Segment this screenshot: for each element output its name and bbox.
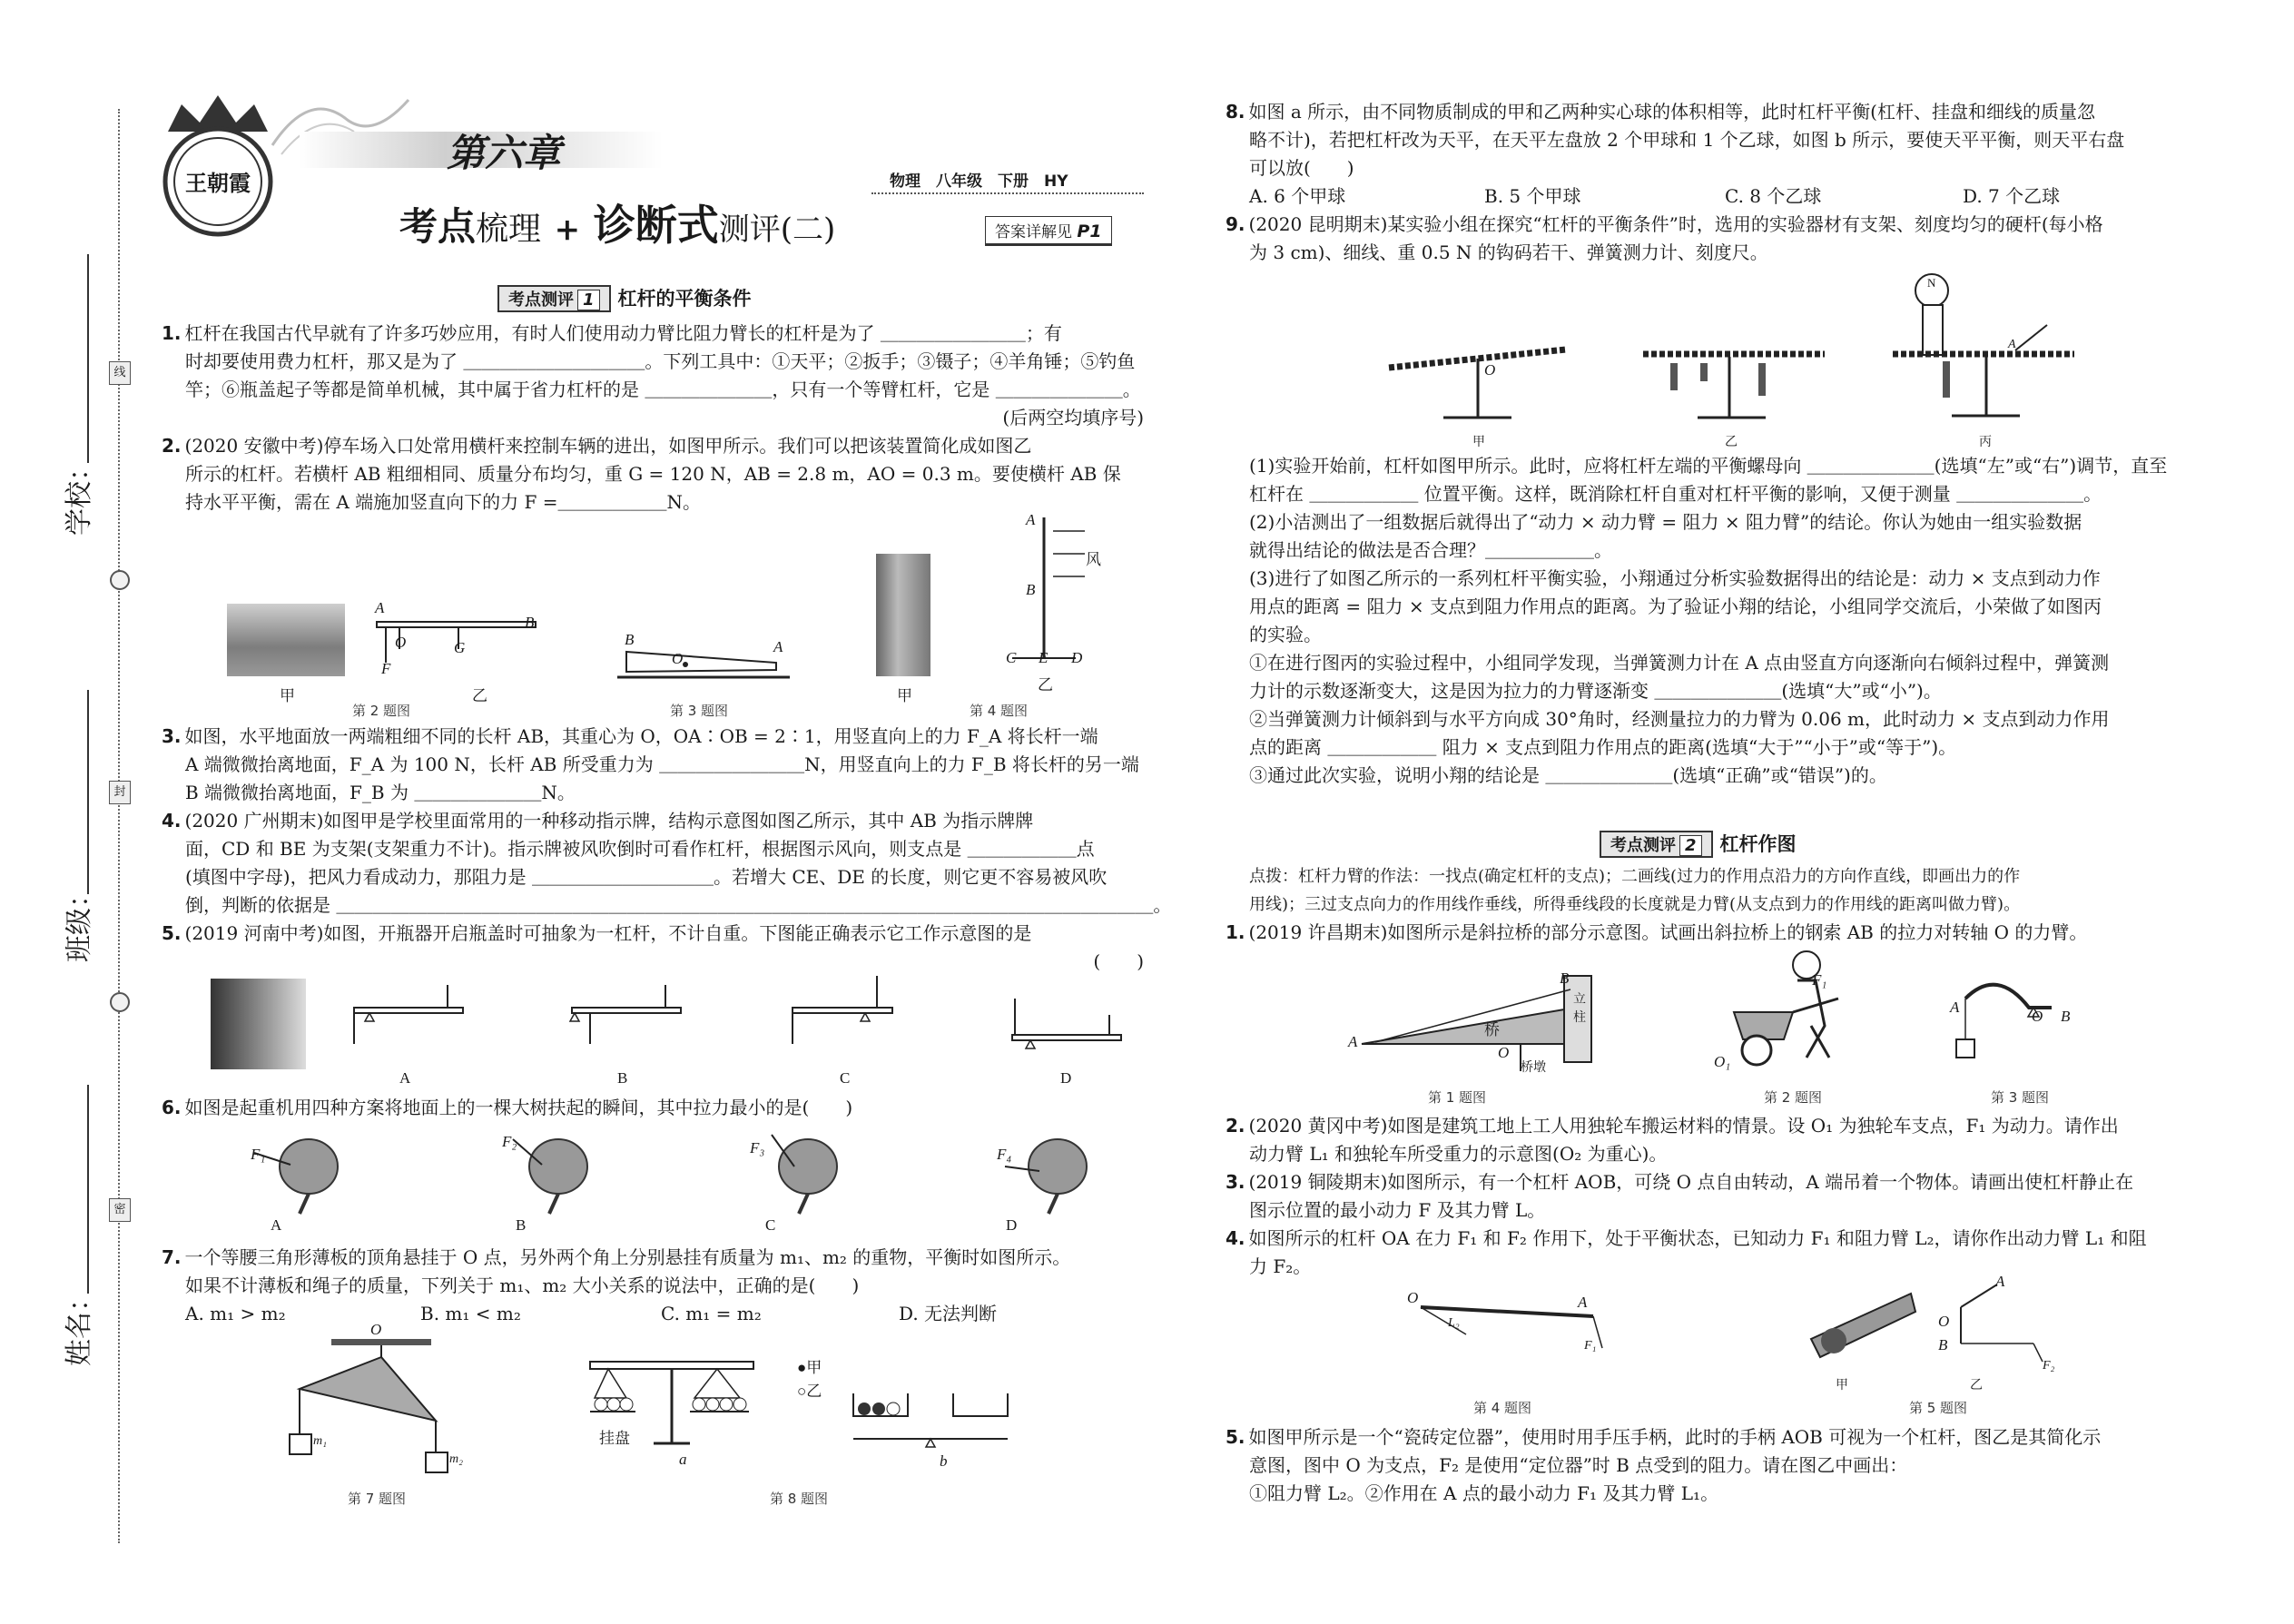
figp5-label-B: B bbox=[1938, 1336, 1948, 1353]
drawing-question-4: 4. 如图所示的杠杆 OA 在力 F₁ 和 F₂ 作用下，处于平衡状态，已知动力 F₁ 和阻力臂 L₂，请你作出动力臂 L₁ 和阻 力 F₂。 bbox=[1226, 1227, 2147, 1277]
answer-ref-text: 答案详解见 bbox=[995, 223, 1072, 241]
fig4-label-B: B bbox=[1026, 581, 1036, 598]
fig9-label-O-jia: O bbox=[1484, 361, 1496, 379]
q8-option-a[interactable]: A. 6 个甲球 bbox=[1249, 185, 1346, 207]
fig8-legend-yi: ○乙 bbox=[797, 1383, 822, 1400]
drawing-question-5: 5. 如图甲所示是一个“瓷砖定位器”，使用时用手压手柄，此时的手柄 AOB 可视为一个杠杆，图乙是其简化示 意图，图中 O 为支点，F₂ 是使用“定位器”时 B 点受到的阻力。请在图乙中画出： ①阻力臂 L₂。②作用在 A 点的最小动力 F₁ 及其力臂 L₁。 bbox=[1226, 1426, 2102, 1504]
fig5-label-a: A bbox=[399, 1069, 411, 1087]
fig4-label-E: E bbox=[1039, 649, 1049, 666]
fig6-label-F2: F₂ bbox=[502, 1133, 517, 1150]
question-3: 3. 如图，水平地面放一两端粗细不同的长杆 AB，其重心为 O，OA∶OB = 2∶1，用竖直向上的力 F_A 将长杆一端 A 端微微抬离地面，F_A 为 100 N，长杆 AB 所受重力为 ＿＿＿＿＿＿＿＿N，用竖直向上的力 F_B 将长杆的另一端 B 端微微抬离地面，F_B 为 ＿＿＿＿＿＿＿N。 bbox=[162, 725, 1139, 803]
q7-option-a[interactable]: A. m₁ > m₂ bbox=[185, 1303, 286, 1324]
question-4: 4. (2020 广州期末)如图甲是学校里面常用的一种移动指示牌，结构示意图如图乙所示，其中 AB 为指示牌牌 面，CD 和 BE 为支架(支架重力不计)。指示牌被风吹倒时可看作杠杆，根据图示风向，则支点是 ＿＿＿＿＿＿点 (填图中字母)，把风力看成动力，那阻力是 ＿＿＿＿＿＿＿＿＿＿。若增大 CE、DE 的长度，则它更不容易被风吹 倒，判断的依据是 ＿＿＿＿＿＿＿＿＿＿＿＿＿＿＿＿＿＿＿＿＿＿＿＿＿＿＿＿＿＿＿＿＿＿＿＿＿＿＿＿＿＿＿＿＿。 bbox=[162, 810, 1172, 916]
fig9-label-A: A bbox=[2008, 338, 2016, 351]
logo-text: 王朝霞 bbox=[185, 170, 251, 196]
question-5: 5. (2019 河南中考)如图，开瓶器开启瓶盖时可抽象为一杠杆，不计自重。下图能正确表示它工作示意图的是 ( ) bbox=[162, 922, 1144, 972]
fig5-label-b: B bbox=[617, 1069, 628, 1087]
question-8: 8. 如图 a 所示，由不同物质制成的甲和乙两种实心球的体积相等，此时杠杆平衡(杠杆、挂盘和细线的质量忽 略不计)，若把杠杆改为天平，在天平左盘放 2 个甲球和 1 个乙球，如图 b 所示，要使天平平衡，则天平右盘 可以放( ) A. 6 个甲球 B. 5 个甲球 C. 8 个乙球 D. 7 个乙球 bbox=[1226, 98, 2124, 211]
binding-hole-2 bbox=[110, 992, 130, 1012]
fig4-label-wind: 风 bbox=[1086, 551, 1101, 568]
fig4-label-D: D bbox=[1071, 649, 1083, 666]
figp3-label-O: O bbox=[2032, 1008, 2043, 1025]
title-part-d: 测评(二) bbox=[718, 212, 836, 248]
q8-option-b[interactable]: B. 5 个甲球 bbox=[1484, 185, 1581, 207]
fig9-lever-bing bbox=[1888, 271, 2079, 429]
figp5-label-O: O bbox=[1938, 1313, 1950, 1330]
class-field[interactable] bbox=[87, 690, 89, 894]
binding-hole-1 bbox=[110, 570, 130, 590]
section-tag: 考点测评 2 bbox=[1600, 831, 1713, 858]
fig6-tree-a bbox=[245, 1130, 345, 1216]
fig6-label-F4: F₄ bbox=[997, 1146, 1012, 1163]
figp3-label-B: B bbox=[2061, 1008, 2071, 1025]
fig4-caption: 第 4 题图 bbox=[969, 703, 1029, 719]
fig9-label-bing: 丙 bbox=[1979, 436, 1992, 449]
fig6-tree-d bbox=[994, 1130, 1094, 1216]
figp3-label-A: A bbox=[1950, 999, 1960, 1016]
figp4-label-F1: F₁ bbox=[1584, 1339, 1597, 1353]
fig7-label-m1: m₁ bbox=[313, 1434, 327, 1448]
tip-block: 点拨：杠杆力臂的作法：一找点(确定杠杆的支点)；二画线(过力的作用点沿力的方向作直线，即画出力的作 用线)；三过支点向力的作用线作垂线，所得垂线段的长度就是力臂(从支点到力的作用线的距离叫做力臂)。 bbox=[1249, 867, 2021, 914]
fig3-label-A: A bbox=[773, 638, 783, 655]
fig4-label-yi: 乙 bbox=[1038, 676, 1053, 694]
name-field[interactable] bbox=[87, 1085, 89, 1294]
header-meta: 物理 八年级 下册 HY bbox=[890, 172, 1068, 191]
seal-mark-3: 密 bbox=[109, 1198, 131, 1222]
title-part-b: 梳理 bbox=[476, 211, 542, 248]
section-title: 杠杆的平衡条件 bbox=[617, 288, 752, 310]
fig7-label-m2: m₂ bbox=[449, 1452, 463, 1466]
photo-parking-gate bbox=[227, 604, 345, 676]
figp3-lever bbox=[1952, 980, 2097, 1071]
figp4-label-L2: L₂ bbox=[1448, 1316, 1460, 1330]
fig2-label-yi: 乙 bbox=[472, 687, 487, 704]
fig2-label-A: A bbox=[375, 599, 385, 616]
fig5-label-d: D bbox=[1060, 1069, 1072, 1087]
fig8-legend-jia: ●甲 bbox=[797, 1359, 822, 1376]
section-heading-1 bbox=[497, 284, 752, 312]
fig8-caption: 第 8 题图 bbox=[769, 1491, 829, 1507]
fig6-label-F1: F₁ bbox=[251, 1146, 266, 1163]
fig6-option-a: A bbox=[271, 1216, 282, 1234]
figp1-caption-3: 第 3 题图 bbox=[1990, 1089, 2050, 1106]
question-6: 6. 如图是起重机用四种方案将地面上的一棵大树扶起的瞬间，其中拉力最小的是( ) bbox=[162, 1097, 853, 1118]
q7-option-b[interactable]: B. m₁ < m₂ bbox=[420, 1303, 521, 1324]
figp1-label-pier: 桥墩 bbox=[1521, 1061, 1546, 1075]
figp5-lever-diagram bbox=[1943, 1280, 2055, 1373]
figp5-label-F2: F₂ bbox=[2043, 1359, 2055, 1373]
seal-mark-2: 封 bbox=[109, 781, 131, 804]
q7-option-d[interactable]: D. 无法判断 bbox=[899, 1303, 998, 1324]
class-label: 班级： bbox=[64, 881, 95, 962]
question-2: 2. (2020 安徽中考)停车场入口处常用横杆来控制车辆的进出，如图甲所示。我们可以把该装置简化成如图乙 所示的杠杆。若横杆 AB 粗细相同、质量分布均匀，重 G = 120 N，AB = 2.8 m，AO = 0.3 m。要使横杆 AB 保 持水平平衡，需在 A 端施加竖直向下的力 F =＿＿＿＿＿＿N。 bbox=[162, 435, 1121, 513]
fig2-label-F: F bbox=[381, 660, 391, 677]
figp2-label-O1: O₁ bbox=[1714, 1053, 1731, 1070]
figp1-label-A: A bbox=[1348, 1033, 1358, 1050]
drawing-question-3: 3. (2019 铜陵期末)如图所示，有一个杠杆 AOB，可绕 O 点自由转动，A 端吊着一个物体。请画出使杠杆静止在 图示位置的最小动力 F 及其力臂 L。 bbox=[1226, 1171, 2134, 1221]
fig2-label-O: O bbox=[395, 634, 407, 651]
fig8-balance-b bbox=[844, 1389, 1017, 1452]
title-part-c: 诊断式 bbox=[593, 201, 719, 250]
school-label: 学校： bbox=[64, 454, 95, 536]
school-field[interactable] bbox=[87, 254, 89, 463]
figp4-label-A: A bbox=[1578, 1294, 1588, 1311]
fig4-label-A: A bbox=[1026, 511, 1036, 528]
fig9-lever-yi bbox=[1639, 340, 1829, 431]
figp5-label-A: A bbox=[1995, 1273, 2005, 1290]
title-part-a: 考点 bbox=[399, 204, 477, 249]
fig2-label-B: B bbox=[525, 614, 535, 631]
section-tag: 考点测评 1 bbox=[497, 285, 611, 312]
binding-line bbox=[118, 109, 120, 1543]
drawing-question-1: 1. (2019 许昌期末)如图所示是斜拉桥的部分示意图。试画出斜拉桥上的钢索 AB 的拉力对转轴 O 的力臂。 bbox=[1226, 921, 2088, 943]
question-9-intro: 9. (2020 昆明期末)某实验小组在探究“杠杆的平衡条件”时，选用的实验器材有支架、刻度均匀的硬杆(每小格 为 3 cm)、细线、重 0.5 N 的钩码若干、弹簧测力计、刻度尺。 bbox=[1226, 213, 2103, 263]
figp2-wheelbarrow bbox=[1720, 949, 1866, 1076]
fig3-rod-diagram bbox=[617, 645, 790, 685]
fig7-label-O: O bbox=[370, 1321, 382, 1338]
fig5-option-c bbox=[788, 971, 915, 1058]
fig6-option-c: C bbox=[765, 1216, 776, 1234]
figp1-label-B: B bbox=[1560, 969, 1570, 987]
header-dotted-rule bbox=[871, 192, 1144, 194]
title-plus: + bbox=[554, 212, 581, 248]
fig2-caption: 第 2 题图 bbox=[351, 703, 411, 719]
drawing-question-2: 2. (2020 黄冈中考)如图是建筑工地上工人用独轮车搬运材料的情景。设 O₁ 为独轮车支点，F₁ 为动力。请作出 动力臂 L₁ 和独轮车所受重力的示意图(O₂ 为重心)。 bbox=[1226, 1115, 2119, 1165]
fig8-label-b: b bbox=[940, 1452, 948, 1470]
fig9-label-jia: 甲 bbox=[1472, 436, 1485, 449]
fig3-caption: 第 3 题图 bbox=[669, 703, 729, 719]
question-1: 1. 杠杆在我国古代早就有了许多巧妙应用，有时人们使用动力臂比阻力臂长的杠杆是为了 ＿＿＿＿＿＿＿＿；有 时却要使用费力杠杆，那又是为了 ＿＿＿＿＿＿＿＿＿＿。下列工具中：①天平；②扳手；③镊子；④羊角锤；⑤钓鱼 竿；⑥瓶盖起子等都是简单机械，其中属于省力杠杆的是 ＿＿＿＿＿＿＿，只有一个等臂杠杆，它是 ＿＿＿＿＿＿＿。 (后两空均填序号) bbox=[162, 322, 1144, 428]
answer-reference bbox=[985, 216, 1112, 246]
photo-bottle-opener bbox=[211, 979, 306, 1069]
figp5-label-yi: 乙 bbox=[1970, 1379, 1983, 1393]
figp1-caption-1: 第 1 题图 bbox=[1427, 1089, 1487, 1106]
fig8-label-pan: 挂盘 bbox=[599, 1430, 630, 1447]
figp1-bridge bbox=[1357, 971, 1602, 1089]
q8-option-c[interactable]: C. 8 个乙球 bbox=[1725, 185, 1822, 207]
fig7-caption: 第 7 题图 bbox=[347, 1491, 407, 1507]
section-heading-2 bbox=[1600, 830, 1797, 858]
fig5-option-b bbox=[567, 985, 694, 1058]
q7-option-c[interactable]: C. m₁ = m₂ bbox=[661, 1303, 762, 1324]
fig4-label-jia: 甲 bbox=[897, 687, 912, 704]
fig3-label-O: O bbox=[672, 650, 684, 667]
fig2-label-jia: 甲 bbox=[280, 687, 295, 704]
figp4-caption: 第 4 题图 bbox=[1472, 1400, 1532, 1416]
chapter-title: 第六章 bbox=[447, 131, 562, 175]
fig3-label-B: B bbox=[625, 631, 635, 648]
fig6-label-F3: F₃ bbox=[750, 1139, 765, 1156]
figp4-label-O: O bbox=[1407, 1289, 1419, 1306]
fig6-option-d: D bbox=[1006, 1216, 1018, 1234]
figp5-label-jia: 甲 bbox=[1836, 1379, 1848, 1393]
answer-ref-page[interactable]: P1 bbox=[1077, 221, 1102, 241]
figp5-caption: 第 5 题图 bbox=[1908, 1400, 1968, 1416]
section-title: 杠杆作图 bbox=[1719, 833, 1797, 855]
fig9-label-N: N bbox=[1927, 276, 1936, 290]
photo-sign-board bbox=[876, 554, 930, 676]
figp1-caption-2: 第 2 题图 bbox=[1763, 1089, 1823, 1106]
figp4-lever bbox=[1412, 1298, 1602, 1371]
fig2-label-G: G bbox=[454, 639, 466, 656]
question-9-parts: (1)实验开始前，杠杆如图甲所示。此时，应将杠杆左端的平衡螺母向 ＿＿＿＿＿＿＿(选填“左”或“右”)调节，直至 杠杆在 ＿＿＿＿＿＿ 位置平衡。这样，既消除杠杆自重对杠杆平衡的影响，又便于测量 ＿＿＿＿＿＿＿。 (2)小洁测出了一组数据后就得出了“动力 × 动力臂 = 阻力 × 阻力臂”的结论。你认为她由一组实验数据 就得出结论的做法是否合理？＿＿＿＿＿＿。 (3)进行了如图乙所示的一系列杠杆平衡实验，小翔通过分析实验数据得出的结论是：动力 × 支点到动力作 用点的距离 = 阻力 × 支点到阻力作用点的距离。为了验证小翔的结论，小组同学交流后，小荣做了如图丙 的实验。 ①在进行图丙的实验过程中，小组同学发现，当弹簧测力计在 A 点由竖直方向逐渐向右倾斜过程中，弹簧测 力计的示数逐渐变大，这是因为拉力的力臂逐渐变 ＿＿＿＿＿＿＿(选填“大”或“小”)。 ②当弹簧测力计倾斜到与水平方向成 30°角时，经测量拉力的力臂为 0.06 m，此时动力 × 支点到动力作用 点的距离 ＿＿＿＿＿＿ 阻力 × 支点到阻力作用点的距离(选填“大于”“小于”或“等于”)。 ③通过此次实验，说明小翔的结论是 ＿＿＿＿＿＿＿(选填“正确”或“错误”)的。 bbox=[1249, 455, 2168, 786]
fig5-option-d bbox=[1008, 989, 1135, 1058]
fig8-label-a: a bbox=[679, 1451, 687, 1468]
fig5-option-a bbox=[350, 985, 477, 1058]
fig6-option-b: B bbox=[516, 1216, 527, 1234]
figp5-tile-locator-photo bbox=[1802, 1275, 1920, 1366]
figp1-label-O: O bbox=[1498, 1044, 1510, 1061]
q8-option-d[interactable]: D. 7 个乙球 bbox=[1963, 185, 2061, 207]
page-title bbox=[399, 192, 835, 252]
figp1-label-bridge: 桥 bbox=[1484, 1021, 1500, 1038]
fig9-label-yi: 乙 bbox=[1725, 436, 1738, 449]
figp1-label-zhu: 柱 bbox=[1573, 1011, 1586, 1025]
fig4-label-C: C bbox=[1006, 649, 1017, 666]
figp1-label-li: 立 bbox=[1573, 993, 1586, 1007]
question-7: 7. 一个等腰三角形薄板的顶角悬挂于 O 点，另外两个角上分别悬挂有质量为 m₁、m₂ 的重物，平衡时如图所示。 如果不计薄板和绳子的质量，下列关于 m₁、m₂ 大小关系的说法中，正确的是( ) A. m₁ > m₂ B. m₁ < m₂ C. m₁ = m₂ D. 无法判断 bbox=[162, 1244, 1070, 1328]
fig5-label-c: C bbox=[840, 1069, 851, 1087]
seal-mark-1: 线 bbox=[109, 361, 131, 385]
name-label: 姓名： bbox=[64, 1284, 95, 1366]
figp2-label-F1: F₁ bbox=[1812, 971, 1827, 989]
fig9-lever-jia bbox=[1380, 327, 1580, 427]
